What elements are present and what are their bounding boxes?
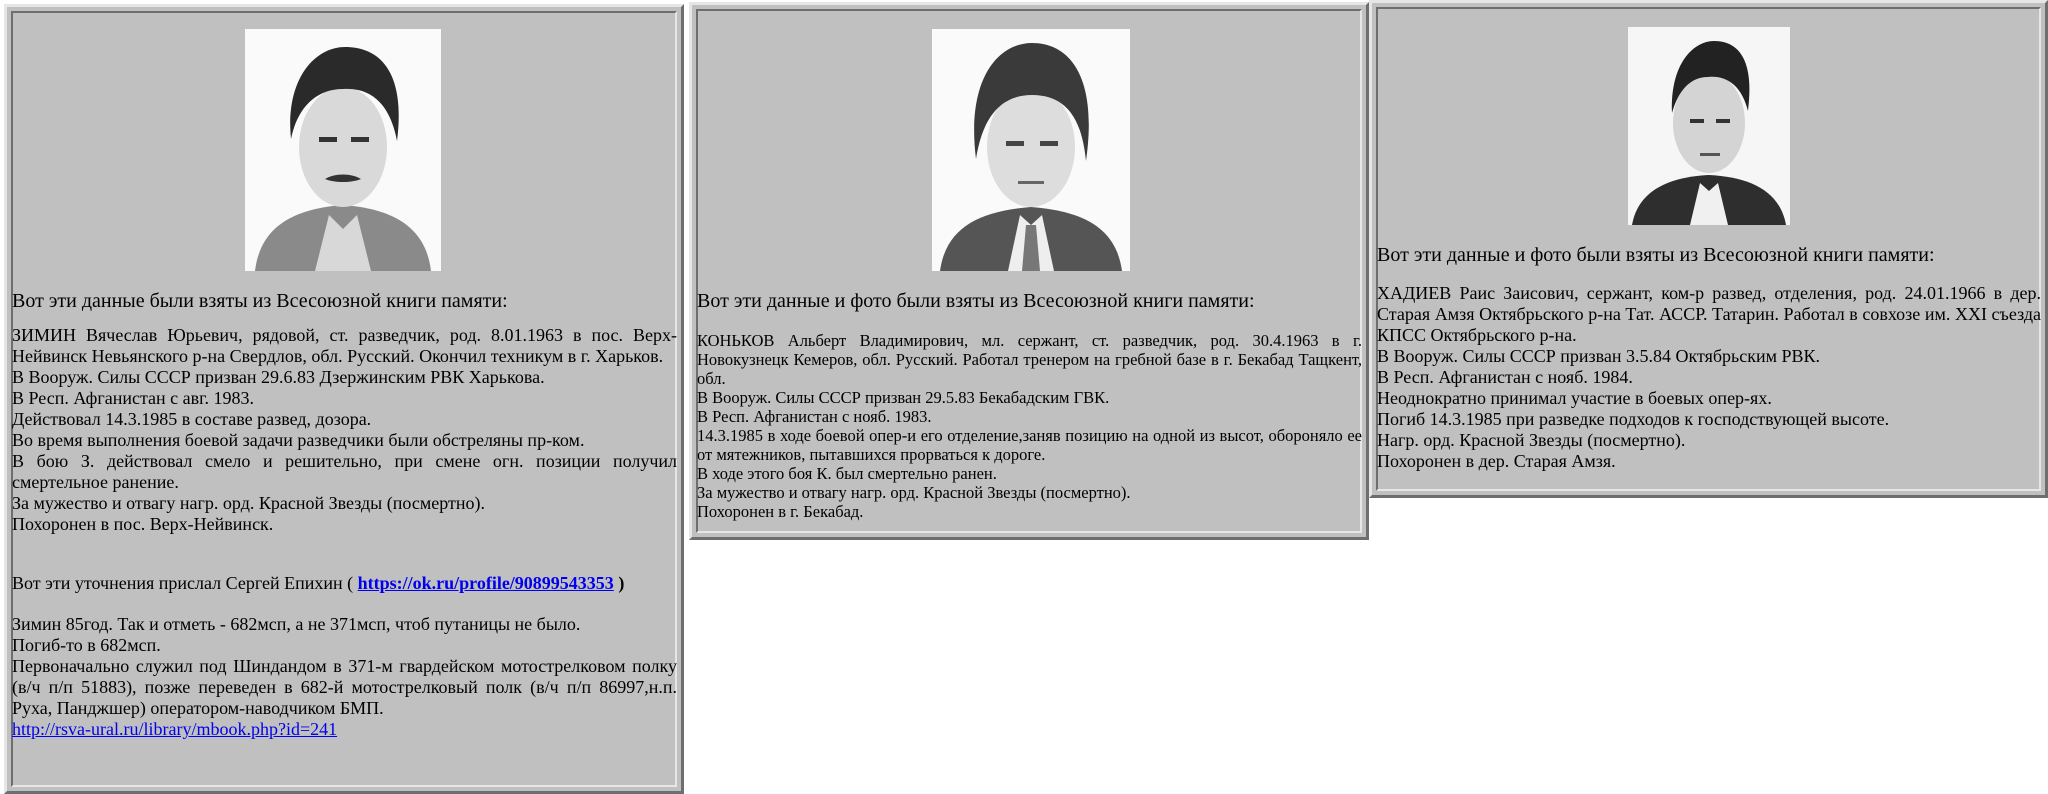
bio-paragraph: Погиб 14.3.1985 при разведке подходов к господствующей высоте. (1377, 409, 1890, 429)
bio-paragraph: За мужество и отвагу нагр. орд. Красной Звезды (посмертно). (697, 483, 1131, 502)
note-paragraph: Погиб-то в 682мсп. (12, 635, 161, 655)
bio-paragraph: КОНЬКОВ Альберт Владимирович, мл. сержант, ст. разведчик, род. 30.4.1963 в г. Новокузнецк Кемеров, обл. Русский. Работал тренером на гребной базе в г. Бекабад Тащкент, обл. (697, 331, 1362, 388)
bio-paragraph: В Вооруж. Силы СССР призван 29.5.83 Бекабадским ГВК. (697, 388, 1110, 407)
intro-text: Вот эти данные и фото были взяты из Всесоюзной книги памяти: (697, 290, 1255, 312)
portrait-photo-zimin (245, 29, 441, 271)
bio-paragraph: В Респ. Афганистан с нояб. 1983. (697, 407, 932, 426)
bio-paragraph: В бою З. действовал смело и решительно, при смене огн. позиции получил смертельное ранение. (12, 451, 677, 492)
memorial-panel-khadiev (1369, 0, 2048, 498)
bio-paragraph: Похоронен в пос. Верх-Нейвинск. (12, 514, 274, 534)
bio-paragraph: Во время выполнения боевой задачи разведчики были обстреляны пр-ком. (12, 430, 585, 450)
bio-paragraph: Неоднократно принимал участие в боевых опер-ях. (1377, 388, 1772, 408)
portrait-icon (1628, 27, 1790, 225)
panel-text-zimin (12, 289, 677, 740)
bio-paragraph: Похоронен в г. Бекабад. (697, 502, 864, 521)
portrait-photo-khadiev (1628, 27, 1790, 225)
bio-paragraph: Действовал 14.3.1985 в составе развед, дозора. (12, 409, 372, 429)
portrait-photo-konkov (932, 29, 1130, 271)
bio-paragraph: В Респ. Афганистан с нояб. 1984. (1377, 367, 1633, 387)
memorial-panel-zimin (4, 4, 684, 794)
clarification-suffix: ) (618, 573, 625, 593)
profile-link[interactable]: https://ok.ru/profile/90899543353 (357, 573, 614, 593)
note-paragraph: Зимин 85год. Так и отметь - 682мсп, а не 371мсп, чтоб путаницы не было. (12, 614, 581, 634)
source-line (12, 719, 677, 740)
bio-paragraph: В Вооруж. Силы СССР призван 29.6.83 Дзержинским РВК Харькова. (12, 367, 545, 387)
panel-text-khadiev (1377, 243, 2041, 472)
bio-paragraph: За мужество и отвагу нагр. орд. Красной Звезды (посмертно). (12, 493, 485, 513)
bio-paragraph: В ходе этого боя К. был смертельно ранен. (697, 464, 997, 483)
bio-paragraph: В Респ. Афганистан с авг. 1983. (12, 388, 254, 408)
intro-text: Вот эти данные и фото были взяты из Всесоюзной книги памяти: (1377, 244, 1935, 266)
bio-paragraph: 14.3.1985 в ходе боевой опер-и его отделение,заняв позицию на одной из высот, обороняло ее от мятежников, пытавшихся прорваться к дороге. (697, 426, 1362, 464)
clarification-line (12, 573, 677, 594)
portrait-icon (245, 29, 441, 271)
note-paragraph: Первоначально служил под Шиндандом в 371-м гвардейском мотострелковом полку (в/ч п/п 51883), позже переведен в 682-й мотострелковый полк (в/ч п/п 86997,н.п. Руха, Панджшер) оператором-наводчиком БМП. (12, 656, 677, 718)
bio-paragraph: Нагр. орд. Красной Звезды (посмертно). (1377, 430, 1686, 450)
bio-paragraph: ХАДИЕВ Раис Заисович, сержант, ком-р развед, отделения, род. 24.01.1966 в дер. Старая Амзя Октябрьского р-на Тат. АССР. Татарин. Работал в совхозе им. XXI съезда КПСС Октябрьского р-на. (1377, 283, 2041, 345)
bio-paragraph: ЗИМИН Вячеслав Юрьевич, рядовой, ст. разведчик, род. 8.01.1963 в пос. Верх-Нейвинск Невьянского р-на Свердлов, обл. Русский. Окончил техникум в г. Харьков. (12, 325, 677, 366)
clarification-prefix: Вот эти уточнения прислал Сергей Епихин ( (12, 573, 354, 593)
portrait-icon (932, 29, 1130, 271)
intro-text: Вот эти данные были взяты из Всесоюзной книги памяти: (12, 290, 508, 312)
source-link[interactable]: http://rsva-ural.ru/library/mbook.php?id=241 (12, 719, 338, 739)
panel-text-konkov (697, 289, 1362, 521)
bio-paragraph: Похоронен в дер. Старая Амзя. (1377, 451, 1616, 471)
bio-paragraph: В Вооруж. Силы СССР призван 3.5.84 Октябрьским РВК. (1377, 346, 1821, 366)
memorial-panel-konkov (689, 2, 1369, 540)
